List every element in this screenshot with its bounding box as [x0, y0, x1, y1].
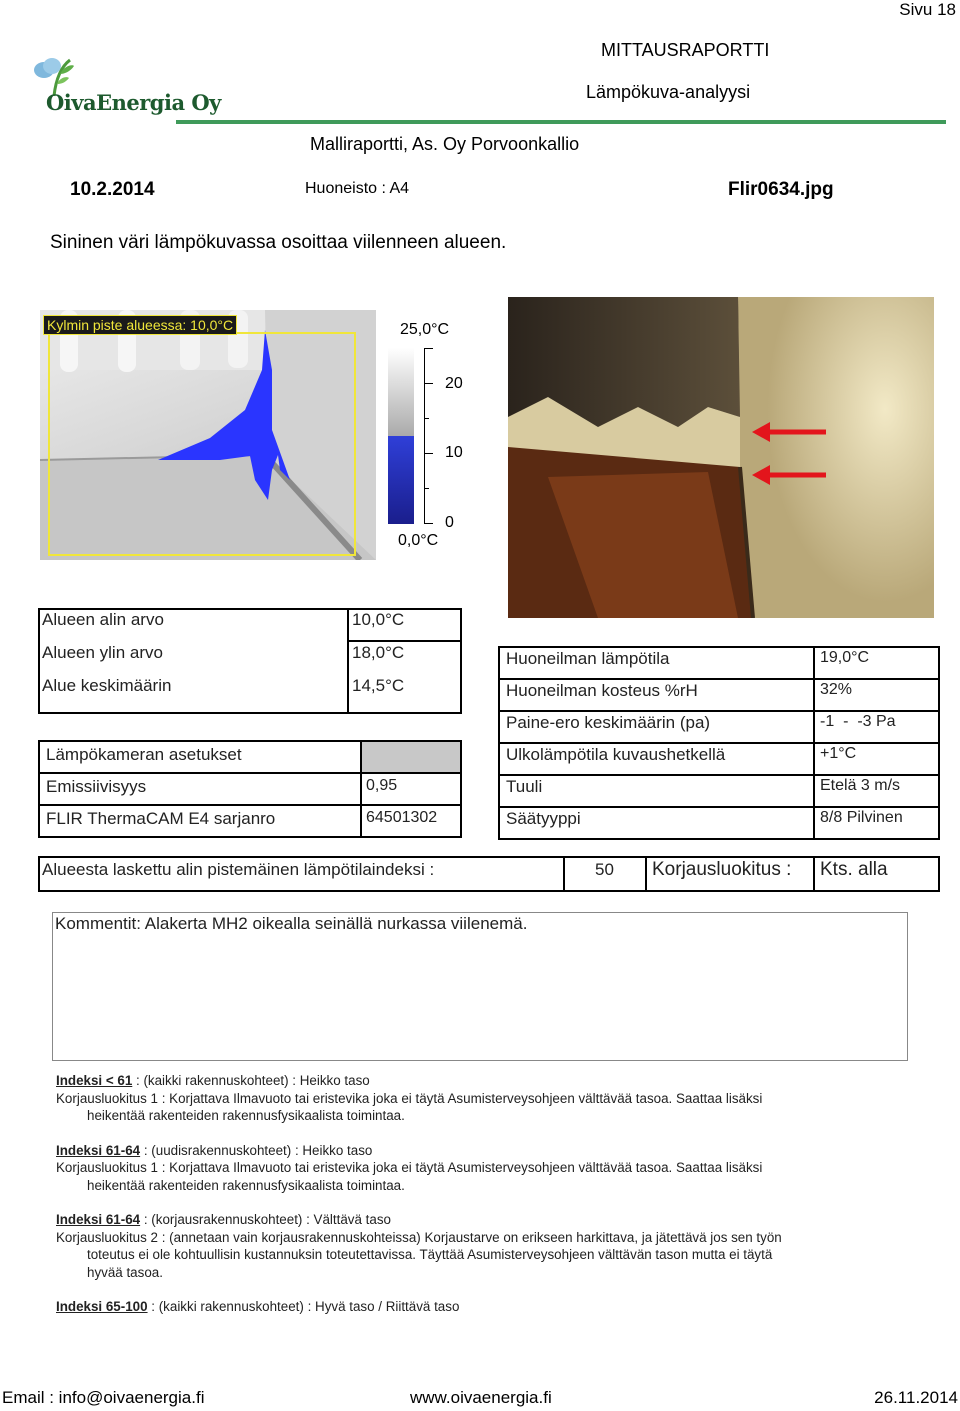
legend-heading-tail: : (kaikki rakennuskohteet) : Hyvä taso / Riittävä taso	[147, 1299, 460, 1314]
camera-settings-hline	[38, 804, 462, 806]
intro-text: Sininen väri lämpökuvassa osoittaa viilenneen alueen.	[50, 232, 507, 253]
weather-label: Säätyyppi	[506, 809, 581, 828]
scale-minor-tick	[424, 488, 429, 489]
report-date: 10.2.2014	[70, 179, 155, 200]
area-values-divider	[347, 608, 349, 714]
scale-tick-label: 20	[445, 375, 463, 392]
camera-settings-hline	[38, 772, 462, 774]
image-filename: Flir0634.jpg	[728, 179, 834, 200]
conditions-hline	[498, 806, 940, 808]
emissivity-label: Emissiivisyys	[46, 777, 147, 796]
header-rule	[176, 120, 946, 124]
conditions-hline	[498, 774, 940, 776]
pressure-diff-label: Paine-ero keskimäärin (pa)	[506, 713, 711, 732]
legend-heading: Indeksi 65-100	[56, 1299, 148, 1314]
report-title: MITTAUSRAPORTTI	[601, 40, 770, 60]
correction-class-label: Korjausluokitus :	[652, 859, 792, 880]
page-number: Sivu 18	[899, 0, 956, 19]
company-logo	[30, 52, 221, 124]
area-values-hline	[347, 640, 462, 642]
conditions-hline	[498, 678, 940, 680]
camera-serial-label: FLIR ThermaCAM E4 sarjanro	[46, 809, 276, 828]
legend-line: hyvää tasoa.	[87, 1264, 163, 1280]
camera-settings-heading: Lämpökameran asetukset	[46, 745, 242, 764]
site-name: Malliraportti, As. Oy Porvoonkallio	[310, 134, 580, 154]
area-max-label: Alueen ylin arvo	[42, 643, 163, 662]
comment-box	[52, 912, 908, 1061]
outdoor-temp-value: +1°C	[820, 745, 857, 762]
legend-line: heikentää rakenteiden rakennusfysikaalista toimintaa.	[87, 1177, 405, 1193]
visual-photo	[508, 297, 934, 618]
area-max-value: 18,0°C	[352, 643, 405, 662]
scale-tick	[424, 453, 433, 454]
apartment-label: Huoneisto : A4	[305, 180, 410, 197]
legend-block-1	[56, 1072, 936, 1125]
scale-tick	[424, 523, 433, 524]
temperature-index-value: 50	[595, 860, 614, 879]
report-subtitle: Lämpökuva-analyysi	[586, 82, 751, 102]
legend-line: Korjausluokitus 1 : Korjattava Ilmavuoto tai eristevika joka ei täytä Asumisterveysohjeen välttävää tasoa. Saattaa lisäksi	[56, 1090, 763, 1106]
area-avg-label: Alue keskimäärin	[42, 676, 172, 695]
camera-settings-divider	[360, 740, 362, 838]
scale-tick-label: 10	[445, 444, 463, 461]
index-legend	[56, 1072, 936, 1316]
coldest-point-caption: Kylmin piste alueessa: 10,0°C	[43, 315, 237, 335]
emissivity-value: 0,95	[366, 777, 398, 794]
index-divider	[645, 856, 647, 892]
conditions-hline	[498, 710, 940, 712]
wind-label: Tuuli	[506, 777, 543, 796]
scale-axis	[424, 348, 425, 524]
humidity-label: Huoneilman kosteus %rH	[506, 681, 698, 700]
legend-heading: Indeksi 61-64	[56, 1142, 141, 1158]
scale-tick-label: 0	[445, 514, 454, 531]
legend-line: Korjausluokitus 2 : (annetaan vain korjausrakennuskohteissa) Korjaustarve on erikseen harkittava, ja jätettävä jos sen työn	[56, 1229, 782, 1245]
legend-heading-tail: : (uudisrakennuskohteet) : Heikko taso	[140, 1142, 373, 1158]
legend-block-4	[56, 1298, 936, 1316]
humidity-value: 32%	[820, 681, 853, 698]
camera-serial-value: 64501302	[366, 809, 438, 826]
footer-website: www.oivaenergia.fi	[410, 1388, 552, 1407]
legend-heading: Indeksi < 61	[56, 1073, 133, 1088]
scale-min-label: 0,0°C	[398, 532, 439, 549]
legend-heading-tail: : (korjausrakennuskohteet) : Välttävä taso	[140, 1212, 391, 1227]
legend-heading: Indeksi 61-64	[56, 1212, 141, 1227]
scale-tick	[424, 383, 433, 384]
room-temp-value: 19,0°C	[820, 649, 870, 666]
wind-value: Etelä 3 m/s	[820, 777, 901, 794]
legend-line: heikentää rakenteiden rakennusfysikaalista toimintaa.	[87, 1108, 405, 1123]
room-temp-label: Huoneilman lämpötila	[506, 649, 670, 668]
index-divider	[563, 856, 565, 892]
measurement-area	[48, 332, 356, 556]
camera-settings-header-fill	[362, 742, 460, 772]
conditions-hline	[498, 742, 940, 744]
comment-text: Kommentit: Alakerta MH2 oikealla seinällä nurkassa viilenemä.	[55, 914, 528, 933]
outdoor-temp-label: Ulkolämpötila kuvaushetkellä	[506, 745, 726, 764]
legend-line: Korjausluokitus 1 : Korjattava Ilmavuoto tai eristevika joka ei täytä Asumisterveysohjeen välttävää tasoa. Saattaa lisäksi	[56, 1160, 763, 1175]
arrow-icon	[508, 297, 934, 618]
area-min-value: 10,0°C	[352, 610, 405, 629]
scale-tick	[424, 348, 433, 349]
weather-value: 8/8 Pilvinen	[820, 809, 903, 826]
temperature-index-label: Alueesta laskettu alin pistemäinen lämpötilaindeksi :	[42, 860, 435, 879]
legend-block-3	[56, 1211, 936, 1281]
legend-line: toteutus ei ole kohtuullisin kustannuksin toteutettavissa. Täyttää Asumisterveysohjeen välttävän tason mutta ei täytä	[87, 1247, 773, 1262]
scale-max-label: 25,0°C	[400, 321, 450, 338]
area-avg-value: 14,5°C	[352, 676, 405, 695]
index-divider	[813, 856, 815, 892]
area-min-label: Alueen alin arvo	[42, 610, 164, 629]
legend-heading-tail: : (kaikki rakennuskohteet) : Heikko taso	[132, 1073, 370, 1088]
footer-email: Email : info@oivaenergia.fi	[2, 1388, 205, 1407]
footer-date: 26.11.2014	[874, 1388, 958, 1407]
scale-minor-tick	[424, 418, 429, 419]
correction-class-value: Kts. alla	[820, 859, 888, 880]
thermal-image	[40, 310, 376, 560]
pressure-diff-value: -1 - -3 Pa	[820, 713, 896, 730]
logo-text: OivaEnergia Oy	[46, 90, 221, 115]
temperature-scale-bar	[388, 348, 414, 524]
legend-block-2	[56, 1142, 936, 1195]
